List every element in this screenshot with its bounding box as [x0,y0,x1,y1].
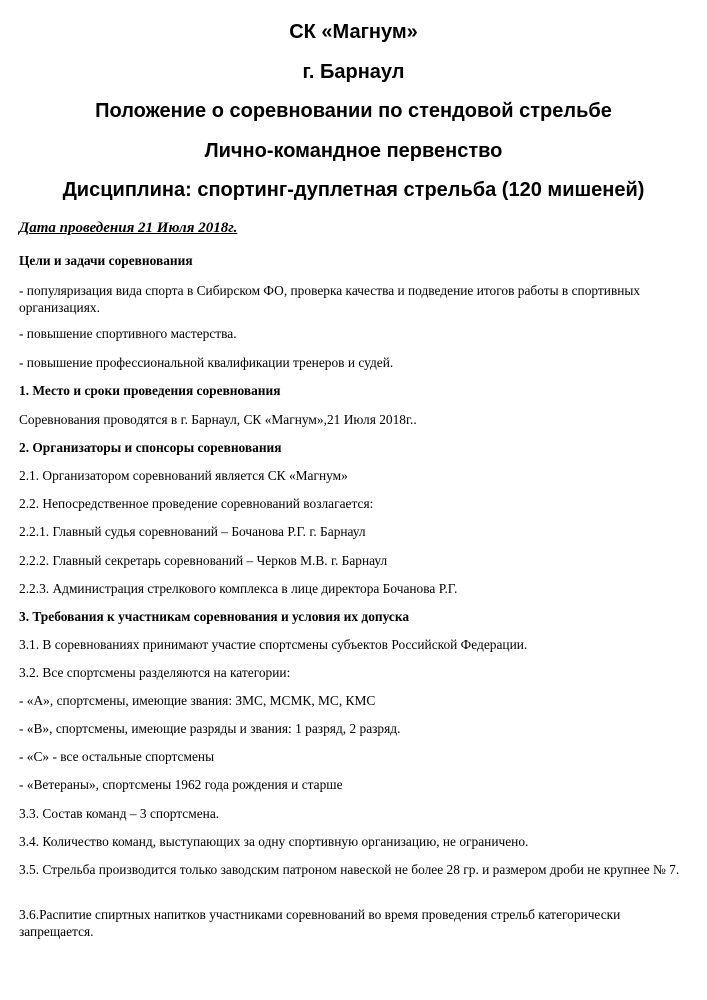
paragraph: - «А», спортсмены, имеющие звания: ЗМС, МСМК, МС, КМС [19,693,376,708]
paragraph: 3.6.Распитие спиртных напитков участниками соревнований во время проведения стрельб категорически запрещается. [19,907,621,939]
paragraph: Соревнования проводятся в г. Барнаул, СК «Магнум»,21 Июля 2018г.. [19,412,417,427]
paragraph: - «С» - все остальные спортсмены [19,749,215,764]
paragraph: - повышение профессиональной квалификации тренеров и судей. [19,355,394,370]
paragraph: 3.3. Состав команд – 3 спортсмена. [19,806,220,821]
paragraph: 3.5. Стрельба производится только заводским патроном навеской не более 28 гр. и размером дроби не крупнее № 7. [19,862,680,877]
paragraph: - популяризация вида спорта в Сибирском ФО, проверка качества и подведение итогов работы в спортивных организациях. [19,283,641,315]
paragraph: 2.2.2. Главный секретарь соревнований – Черков М.В. г. Барнаул [19,553,388,568]
section-heading-3: 3. Требования к участникам соревнования и условия их допуска [19,609,410,624]
paragraph: 3.2. Все спортсмены разделяются на категории: [19,665,291,680]
paragraph: - «В», спортсмены, имеющие разряды и звания: 1 разряд, 2 разряд. [19,721,401,736]
paragraph: - «Ветераны», спортсмены 1962 года рождения и старше [19,777,343,792]
paragraph: 2.2. Непосредственное проведение соревнований возлагается: [19,496,374,511]
paragraph: 3.1. В соревнованиях принимают участие спортсмены субъектов Российской Федерации. [19,637,528,652]
event-date: Дата проведения 21 Июля 2018г. [19,220,238,236]
section-heading-1: 1. Место и сроки проведения соревнования [19,383,281,398]
section-heading-goals: Цели и задачи соревнования [19,253,193,268]
paragraph: 2.2.1. Главный судья соревнований – Бочанова Р.Г. г. Барнаул [19,524,366,539]
city: г. Барнаул [302,61,405,83]
club-name: СК «Магнум» [289,21,418,43]
section-heading-2: 2. Организаторы и спонсоры соревнования [19,440,282,455]
championship-type: Лично-командное первенство [204,140,503,162]
regulation-title: Положение о соревновании по стендовой стрельбе [95,100,612,122]
paragraph: 2.1. Организатором соревнований является СК «Магнум» [19,468,348,483]
discipline: Дисциплина: спортинг-дуплетная стрельба (120 мишеней) [62,179,645,201]
paragraph: 3.4. Количество команд, выступающих за одну спортивную организацию, не ограничено. [19,834,529,849]
paragraph: - повышение спортивного мастерства. [19,326,237,341]
paragraph: 2.2.3. Администрация стрелкового комплекса в лице директора Бочанова Р.Г. [19,581,458,596]
